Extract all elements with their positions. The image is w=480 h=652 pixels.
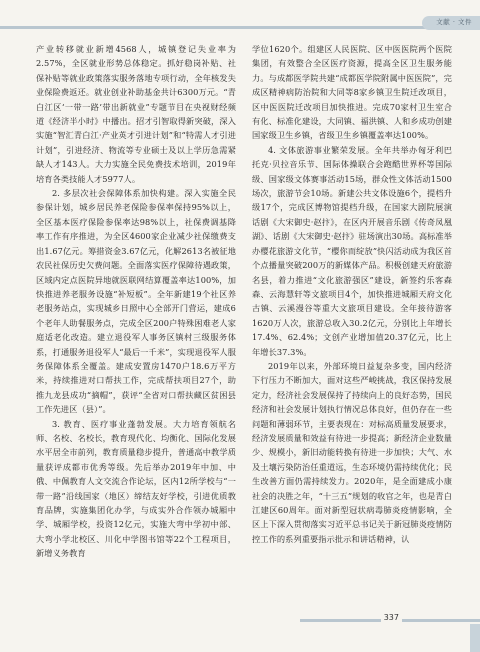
corner-decoration xyxy=(470,624,480,652)
left-paragraph-3: 3. 教育、医疗事业蓬勃发展。大力培育领航名师、名校、名校长，教育现代化、均衡化、国际化发展水平居全市前列，教育质量稳步提升，普通高中教学质量获评成都市优秀等级。先后举办2019年中加、中俄、中佩教育人文交流合作论坛，区内12所学校与“一带一路”沿线国家（地区）缔结友好学校，引进优质教育品牌，实施集团化办学，与成实外合作领办城厢中学、城厢学校，投资12亿元，实施大弯中学初中部、大弯小学北校区、川化中学图书馆等22个工程项目，新增义务教育 xyxy=(36,418,236,559)
right-paragraph-3: 2019年以来，外部环境日益复杂多变，国内经济下行压力不断加大，面对这些严峻挑战，我区保持发展定力，经济社会发展保持了持续向上的良好态势，国民经济和社会发展计划执行情况总体良好，但仍存在一些问题和薄弱环节，主要表现在：对标高质量发展要求，经济发展质量和效益有待进一步提高；新经济企业数量少、规模小，新旧动能转换有待进一步加快；大气、水及土壤污染防治任重道远，生态环境仍需持续优化；民生改善方面仍需持续发力。2020年，是全面建成小康社会的决胜之年，“十三五”规划的收官之年，也是青白江建区60周年。面对新型冠状病毒肺炎疫情影响，全区上下深入贯彻落实习近平总书记关于新冠肺炎疫情防控工作的系列重要指示批示和讲话精神，认 xyxy=(252,360,452,544)
header-rule xyxy=(0,26,480,29)
left-column xyxy=(36,42,236,608)
left-paragraph-2: 2. 多层次社会保障体系加快构建。深入实施全民参保计划，城乡居民养老保险参保率保持95%以上，全区基本医疗保险参保率达98%以上，社保费调基降率工作有序推进，为全区4600家企业减少社保缴费支出1.67亿元。筹措资金3.67亿元，化解2613名被征地农民社保历史欠费问题。全面落实医疗保障待遇政策，区域内定点医院异地就医联网结算覆盖率达100%，加快推进养老服务设施“补短板”。全年新建19个社区养老服务站点，实现城乡日照中心全部开门营运，建成6个老年人助餐服务点，完成全区200户特殊困难老人家庭适老化改造。建立退役军人事务区镇村三级服务体系，打通服务退役军人“最后一千米”，实现退役军人服务保障体系全覆盖。建成安置房1470户18.6万平方米，持续推进对口帮扶工作，完成帮扶项目27个，助推九龙县成功“摘帽”，获评“全省对口帮扶藏区贫困县工作先进区（县）”。 xyxy=(36,188,236,415)
section-label: 文献 · 文件 xyxy=(436,18,472,26)
right-column xyxy=(252,42,452,608)
text-columns xyxy=(36,42,452,608)
right-paragraph-1: 学位1620个。组建区人民医院、区中医医院两个医院集团，有效整合全区医疗资源，提高全区卫生服务能力。与成都医学院共建“成都医学院附属中医医院”，完成区精神病防治院和大同等8家乡镇卫生院迁改项目，区中医医院迁改项目加快推进。完成70家村卫生室合有化、标准化建设，大同镇、福洪镇、人和乡成功创建国家级卫生乡镇，省级卫生乡镇覆盖率达100%。 xyxy=(252,44,452,141)
right-paragraph-2: 4. 文体旅游事业繁荣发展。全年共举办匈牙利巴托克·贝拉音乐节、国际体操联合会跑酷世界杯等国际级、国家级文体赛事活动15场，群众性文体活动1500场次，旅游节会10场。新建公共文体设施6个，提档升级17个，完成区博物馆提档升级，在国家大剧院展演话剧《大宋御史·赵抃》，在区内开展音乐剧《传奇凤凰湖》、话剧《大宋御史·赵抃》驻场演出30场。高标准举办樱花旅游文化节，“樱你而绽放”快闪活动成为我区首个点播量突破200万的新媒体产品。积极创建天府旅游名县，着力推进“文化旅游强区”建设，新签约乐客森森、云海慧轩等文旅项目4个，加快推进城厢天府文化古镇、云溪漫谷等重大文旅项目建设。全年接待游客1620万人次，旅游总收入30.2亿元，分别比上年增长17.4%、62.4%；文创产业增加值20.37亿元，比上年增长37.3%。 xyxy=(252,144,452,357)
page-number: 337 xyxy=(381,613,402,622)
left-paragraph-1: 产业转移就业新增4568人，城镇登记失业率为2.57%，全区就业形势总体稳定。抓好稳岗补贴、社保补贴等就业政策落实服务落地专项行动，全年核发失业保险费返还。就业创业补助基金共计6300万元。“青白江区‘一带一路’带出新就业”专题节目在央视财经频道《经济半小时》中播出。招才引智取得新突破，深入实施“智汇青白江·产业英才引进计划”和“特需人才引进计划”，引进经济、物流等专业硕士及以上学历急需紧缺人才143人。大力实施全民免费技术培训，2019年培育各类技能人才5977人。 xyxy=(36,44,236,184)
